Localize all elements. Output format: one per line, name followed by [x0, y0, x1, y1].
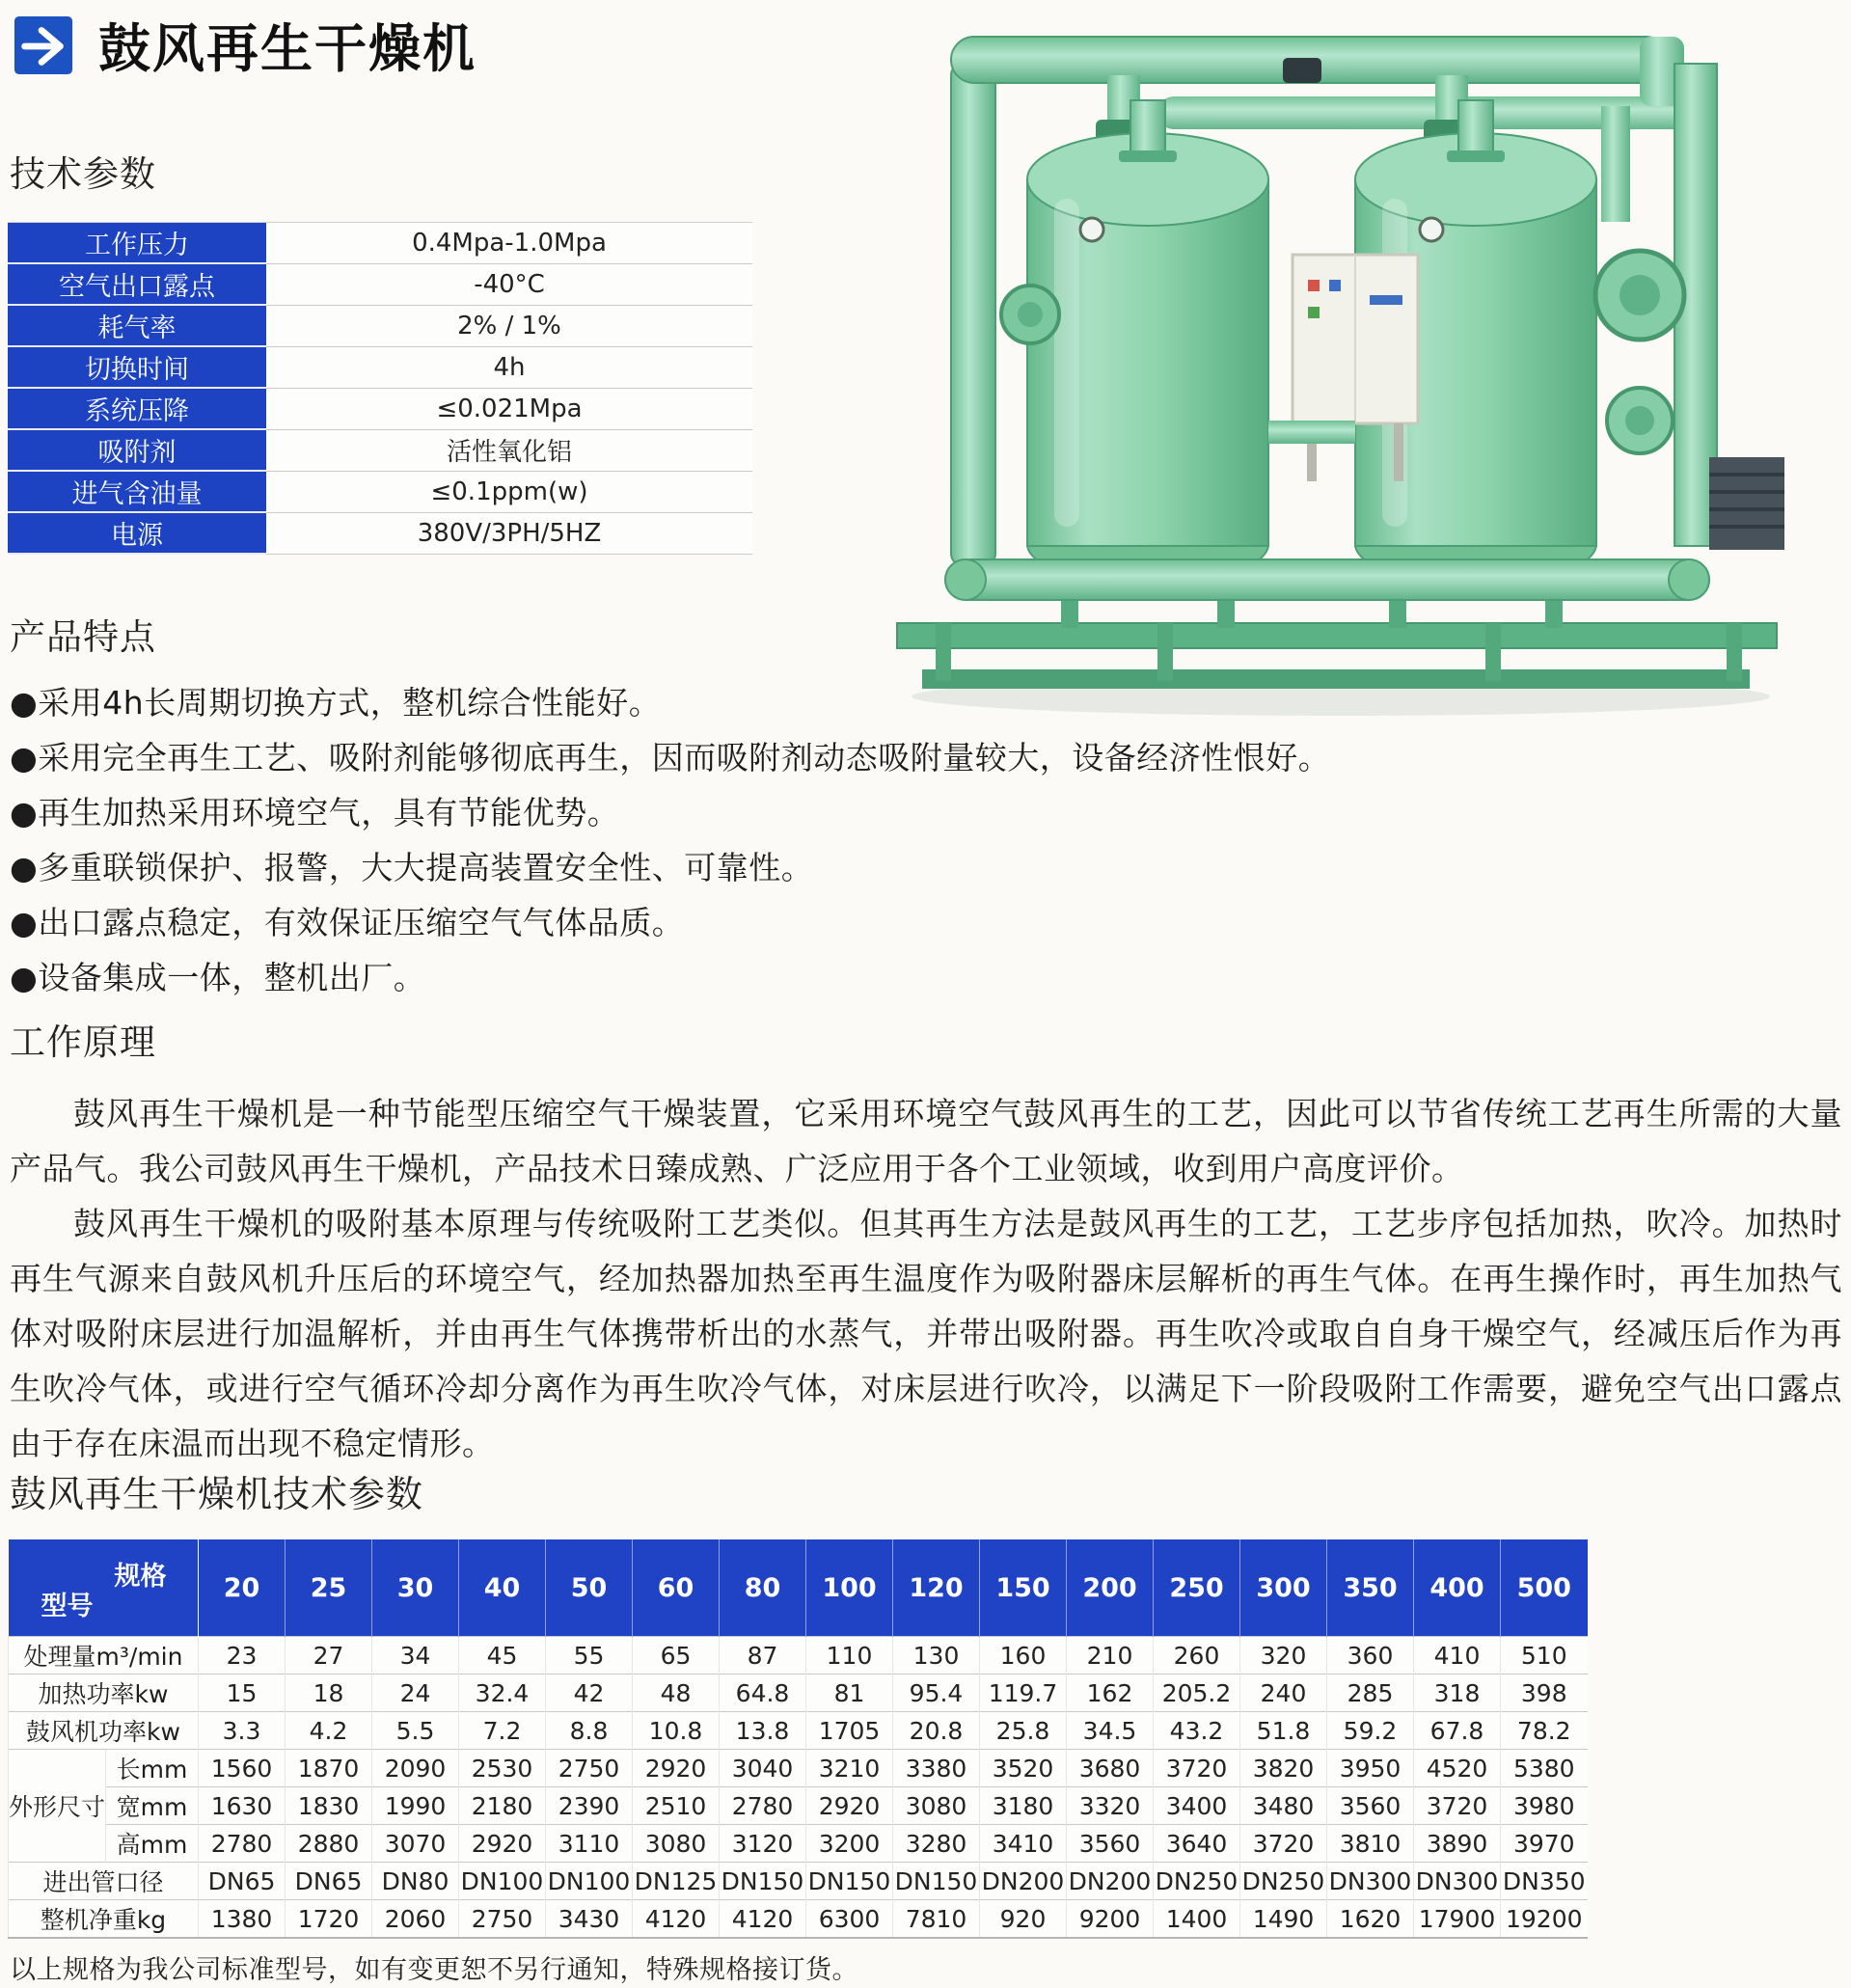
spec-cell: 2750	[459, 1900, 546, 1939]
spec-cell: 8.8	[546, 1712, 633, 1750]
spec-cell: 45	[459, 1637, 546, 1675]
spec-cell: DN200	[980, 1863, 1067, 1900]
spec-cell: 1380	[199, 1900, 286, 1939]
spec-cell: 2920	[633, 1750, 720, 1787]
tech-param-value: ≤0.1ppm(w)	[266, 471, 752, 512]
spec-cell: 5.5	[372, 1712, 459, 1750]
spec-row-group-label: 外形尺寸	[9, 1750, 106, 1863]
spec-cell: 920	[980, 1900, 1067, 1939]
spec-cell: 3430	[546, 1900, 633, 1939]
tech-param-value: 380V/3PH/5HZ	[266, 512, 752, 554]
tech-params-heading: 技术参数	[10, 153, 156, 195]
arrow-right-icon	[14, 15, 73, 75]
spec-cell: 2880	[286, 1825, 372, 1863]
spec-cell: 32.4	[459, 1675, 546, 1712]
tech-param-value: 0.4Mpa-1.0Mpa	[266, 223, 752, 264]
spec-cell: 110	[806, 1637, 893, 1675]
spec-cell: DN300	[1414, 1863, 1501, 1900]
tech-param-value: ≤0.021Mpa	[266, 388, 752, 429]
spec-cell: 34.5	[1067, 1712, 1154, 1750]
tech-param-label: 耗气率	[8, 305, 266, 346]
spec-cell: 4120	[720, 1900, 806, 1939]
spec-cell: DN300	[1327, 1863, 1414, 1900]
spec-cell: 3320	[1067, 1787, 1154, 1825]
tech-param-value: 4h	[266, 346, 752, 388]
spec-cell: 3980	[1501, 1787, 1588, 1825]
spec-column-header: 100	[806, 1539, 893, 1637]
tech-params-table-body	[8, 223, 752, 555]
spec-cell: DN150	[806, 1863, 893, 1900]
spec-cell: 3480	[1240, 1787, 1327, 1825]
spec-cell: 3070	[372, 1825, 459, 1863]
spec-cell: 87	[720, 1637, 806, 1675]
tech-param-row	[8, 223, 752, 264]
spec-cell: 67.8	[1414, 1712, 1501, 1750]
tech-params-table	[8, 222, 752, 555]
spec-cell: 48	[633, 1675, 720, 1712]
spec-cell: 17900	[1414, 1900, 1501, 1939]
tech-param-label: 切换时间	[8, 346, 266, 388]
spec-table-row	[9, 1863, 1588, 1900]
spec-cell: 23	[199, 1637, 286, 1675]
feature-item: ●采用4h长周期切换方式，整机综合性能好。	[10, 684, 662, 722]
spec-table-header-row	[9, 1539, 1588, 1637]
spec-row-label: 处理量m³/min	[9, 1637, 199, 1675]
features-heading: 产品特点	[10, 616, 156, 658]
principle-heading: 工作原理	[10, 1021, 156, 1063]
spec-row-label: 长mm	[106, 1750, 199, 1787]
spec-cell: 3720	[1414, 1787, 1501, 1825]
tech-param-label: 系统压降	[8, 388, 266, 429]
spec-cell: 42	[546, 1675, 633, 1712]
principle-paragraph-2: 鼓风再生干燥机的吸附基本原理与传统吸附工艺类似。但其再生方法是鼓风再生的工艺，工艺步序包括加热，吹冷。加热时再生气源来自鼓风机升压后的环境空气，经加热器加热至再生温度作为吸附器床层解析的再生气体。在再生操作时，再生加热气体对吸附床层进行加温解析，并由再生气体携带析出的水蒸气，并带出吸附器。再生吹冷或取自自身干燥空气，经减压后作为再生吹冷气体，或进行空气循环冷却分离作为再生吹冷气体，对床层进行吹冷，以满足下一阶段吸附工作需要，避免空气出口露点由于存在床温而出现不稳定情形。	[10, 1205, 1842, 1462]
tech-param-row	[8, 512, 752, 554]
spec-cell: 95.4	[893, 1675, 980, 1712]
spec-cell: 3820	[1240, 1750, 1327, 1787]
spec-cell: 3380	[893, 1750, 980, 1787]
spec-cell: 510	[1501, 1637, 1588, 1675]
spec-cell: 3410	[980, 1825, 1067, 1863]
spec-cell: 10.8	[633, 1712, 720, 1750]
spec-cell: 240	[1240, 1675, 1327, 1712]
spec-cell: 3560	[1067, 1825, 1154, 1863]
spec-cell: 2530	[459, 1750, 546, 1787]
spec-row-label: 高mm	[106, 1825, 199, 1863]
spec-cell: 1630	[199, 1787, 286, 1825]
tech-param-row	[8, 471, 752, 512]
spec-cell: 59.2	[1327, 1712, 1414, 1750]
spec-cell: 34	[372, 1637, 459, 1675]
spec-table-row	[9, 1637, 1588, 1675]
spec-cell: 3560	[1327, 1787, 1414, 1825]
spec-cell: 1990	[372, 1787, 459, 1825]
spec-cell: 3280	[893, 1825, 980, 1863]
spec-cell: 3520	[980, 1750, 1067, 1787]
spec-cell: 3400	[1154, 1787, 1240, 1825]
spec-cell: 1400	[1154, 1900, 1240, 1939]
tech-param-label: 电源	[8, 512, 266, 554]
spec-cell: 4120	[633, 1900, 720, 1939]
spec-cell: 3950	[1327, 1750, 1414, 1787]
spec-cell: 9200	[1067, 1900, 1154, 1939]
spec-cell: 3200	[806, 1825, 893, 1863]
corner-label-model: 型号	[41, 1592, 94, 1621]
product-photo	[868, 6, 1818, 727]
spec-column-header: 40	[459, 1539, 546, 1637]
spec-cell: 3040	[720, 1750, 806, 1787]
spec-cell: 20.8	[893, 1712, 980, 1750]
tech-param-label: 吸附剂	[8, 429, 266, 471]
spec-cell: DN250	[1154, 1863, 1240, 1900]
spec-cell: 2750	[546, 1750, 633, 1787]
spec-cell: 398	[1501, 1675, 1588, 1712]
spec-cell: 160	[980, 1637, 1067, 1675]
spec-column-header: 50	[546, 1539, 633, 1637]
tech-param-label: 进气含油量	[8, 471, 266, 512]
spec-column-header: 30	[372, 1539, 459, 1637]
tech-param-row	[8, 263, 752, 305]
spec-cell: 7.2	[459, 1712, 546, 1750]
spec-cell: 18	[286, 1675, 372, 1712]
spec-row-label: 进出管口径	[9, 1863, 199, 1900]
spec-cell: 1830	[286, 1787, 372, 1825]
tech-param-value: 活性氧化铝	[266, 429, 752, 471]
spec-cell: 2780	[199, 1825, 286, 1863]
spec-cell: DN150	[893, 1863, 980, 1900]
spec-cell: 320	[1240, 1637, 1327, 1675]
spec-cell: DN80	[372, 1863, 459, 1900]
spec-table-row	[9, 1787, 1588, 1825]
spec-cell: 65	[633, 1637, 720, 1675]
spec-cell: 7810	[893, 1900, 980, 1939]
spec-cell: 3810	[1327, 1825, 1414, 1863]
spec-cell: 3890	[1414, 1825, 1501, 1863]
spec-cell: DN200	[1067, 1863, 1154, 1900]
spec-row-label: 整机净重kg	[9, 1900, 199, 1939]
spec-cell: 162	[1067, 1675, 1154, 1712]
spec-column-header: 250	[1154, 1539, 1240, 1637]
spec-cell: 27	[286, 1637, 372, 1675]
spec-cell: DN65	[286, 1863, 372, 1900]
spec-cell: 81	[806, 1675, 893, 1712]
spec-cell: 3640	[1154, 1825, 1240, 1863]
spec-column-header: 60	[633, 1539, 720, 1637]
spec-row-label: 加热功率kw	[9, 1675, 199, 1712]
spec-table-corner-cell	[9, 1539, 199, 1637]
tech-param-row	[8, 429, 752, 471]
spec-cell: 5380	[1501, 1750, 1588, 1787]
spec-column-header: 400	[1414, 1539, 1501, 1637]
spec-cell: 51.8	[1240, 1712, 1327, 1750]
spec-cell: 64.8	[720, 1675, 806, 1712]
spec-cell: 3720	[1240, 1825, 1327, 1863]
spec-table-row	[9, 1750, 1588, 1787]
spec-cell: 260	[1154, 1637, 1240, 1675]
spec-column-header: 20	[199, 1539, 286, 1637]
spec-cell: 4.2	[286, 1712, 372, 1750]
spec-cell: 1870	[286, 1750, 372, 1787]
spec-cell: 3180	[980, 1787, 1067, 1825]
spec-table-row	[9, 1712, 1588, 1750]
tech-param-row	[8, 388, 752, 429]
spec-row-label: 鼓风机功率kw	[9, 1712, 199, 1750]
spec-cell: 4520	[1414, 1750, 1501, 1787]
spec-table	[8, 1539, 1588, 1939]
spec-column-header: 150	[980, 1539, 1067, 1637]
spec-row-label: 宽mm	[106, 1787, 199, 1825]
spec-cell: 1560	[199, 1750, 286, 1787]
spec-cell: 318	[1414, 1675, 1501, 1712]
spec-column-header: 300	[1240, 1539, 1327, 1637]
spec-cell: 78.2	[1501, 1712, 1588, 1750]
spec-cell: 3120	[720, 1825, 806, 1863]
page-title: 鼓风再生干燥机	[98, 18, 476, 79]
spec-cell: 3110	[546, 1825, 633, 1863]
spec-column-header: 80	[720, 1539, 806, 1637]
spec-cell: 2390	[546, 1787, 633, 1825]
spec-cell: 6300	[806, 1900, 893, 1939]
feature-item: ●设备集成一体，整机出厂。	[10, 959, 426, 996]
spec-column-header: 200	[1067, 1539, 1154, 1637]
feature-item: ●出口露点稳定，有效保证压缩空气气体品质。	[10, 904, 685, 941]
spec-cell: 2780	[720, 1787, 806, 1825]
spec-cell: DN125	[633, 1863, 720, 1900]
tech-param-row	[8, 305, 752, 346]
spec-cell: 1720	[286, 1900, 372, 1939]
tech-param-label: 空气出口露点	[8, 263, 266, 305]
spec-table-body	[9, 1637, 1588, 1939]
spec-cell: 2180	[459, 1787, 546, 1825]
principle-paragraph-1: 鼓风再生干燥机是一种节能型压缩空气干燥装置，它采用环境空气鼓风再生的工艺，因此可以节省传统工艺再生所需的大量产品气。我公司鼓风再生干燥机，产品技术日臻成熟、广泛应用于各个工业领域，收到用户高度评价。	[10, 1095, 1842, 1187]
spec-cell: 3680	[1067, 1750, 1154, 1787]
spec-cell: 55	[546, 1637, 633, 1675]
spec-cell: 2510	[633, 1787, 720, 1825]
spec-cell: 19200	[1501, 1900, 1588, 1939]
spec-cell: DN250	[1240, 1863, 1327, 1900]
spec-cell: 1705	[806, 1712, 893, 1750]
spec-cell: 410	[1414, 1637, 1501, 1675]
spec-column-header: 25	[286, 1539, 372, 1637]
spec-cell: 1620	[1327, 1900, 1414, 1939]
spec-cell: DN150	[720, 1863, 806, 1900]
spec-cell: 119.7	[980, 1675, 1067, 1712]
spec-cell: 24	[372, 1675, 459, 1712]
spec-cell: 360	[1327, 1637, 1414, 1675]
feature-item: ●再生加热采用环境空气，具有节能优势。	[10, 794, 620, 831]
tech-param-value: -40°C	[266, 263, 752, 305]
spec-cell: 210	[1067, 1637, 1154, 1675]
spec-table-row	[9, 1825, 1588, 1863]
spec-column-header: 350	[1327, 1539, 1414, 1637]
spec-cell: 1490	[1240, 1900, 1327, 1939]
spec-cell: 2920	[459, 1825, 546, 1863]
features-list	[10, 685, 1330, 1015]
tech-param-label: 工作压力	[8, 223, 266, 264]
spec-column-header: 120	[893, 1539, 980, 1637]
spec-cell: DN100	[546, 1863, 633, 1900]
corner-label-spec: 规格	[114, 1562, 167, 1592]
spec-cell: 3210	[806, 1750, 893, 1787]
spec-cell: 3.3	[199, 1712, 286, 1750]
feature-item: ●采用完全再生工艺、吸附剂能够彻底再生，因而吸附剂动态吸附量较大，设备经济性恨好。	[10, 739, 1331, 776]
spec-cell: 3720	[1154, 1750, 1240, 1787]
spec-table-row	[9, 1900, 1588, 1939]
spec-cell: 3080	[893, 1787, 980, 1825]
spec-cell: 2060	[372, 1900, 459, 1939]
spec-cell: 13.8	[720, 1712, 806, 1750]
spec-cell: 43.2	[1154, 1712, 1240, 1750]
spec-cell: 25.8	[980, 1712, 1067, 1750]
spec-cell: 130	[893, 1637, 980, 1675]
spec-cell: 3080	[633, 1825, 720, 1863]
spec-cell: DN100	[459, 1863, 546, 1900]
spec-table-row	[9, 1675, 1588, 1712]
spec-column-header: 500	[1501, 1539, 1588, 1637]
footer-note: 以上规格为我公司标准型号，如有变更恕不另行通知，特殊规格接订货。	[10, 1955, 858, 1985]
feature-item: ●多重联锁保护、报警，大大提高装置安全性、可靠性。	[10, 849, 814, 886]
principle-text	[10, 1086, 1842, 1471]
spec-cell: 285	[1327, 1675, 1414, 1712]
spec-cell: DN350	[1501, 1863, 1588, 1900]
spec-cell: 2920	[806, 1787, 893, 1825]
title-bar	[14, 8, 476, 82]
spec-cell: 2090	[372, 1750, 459, 1787]
spec-cell: 3970	[1501, 1825, 1588, 1863]
spec-table-heading: 鼓风再生干燥机技术参数	[10, 1473, 424, 1515]
tech-param-value: 2% / 1%	[266, 305, 752, 346]
spec-cell: 205.2	[1154, 1675, 1240, 1712]
spec-cell: DN65	[199, 1863, 286, 1900]
tech-param-row	[8, 346, 752, 388]
spec-cell: 15	[199, 1675, 286, 1712]
